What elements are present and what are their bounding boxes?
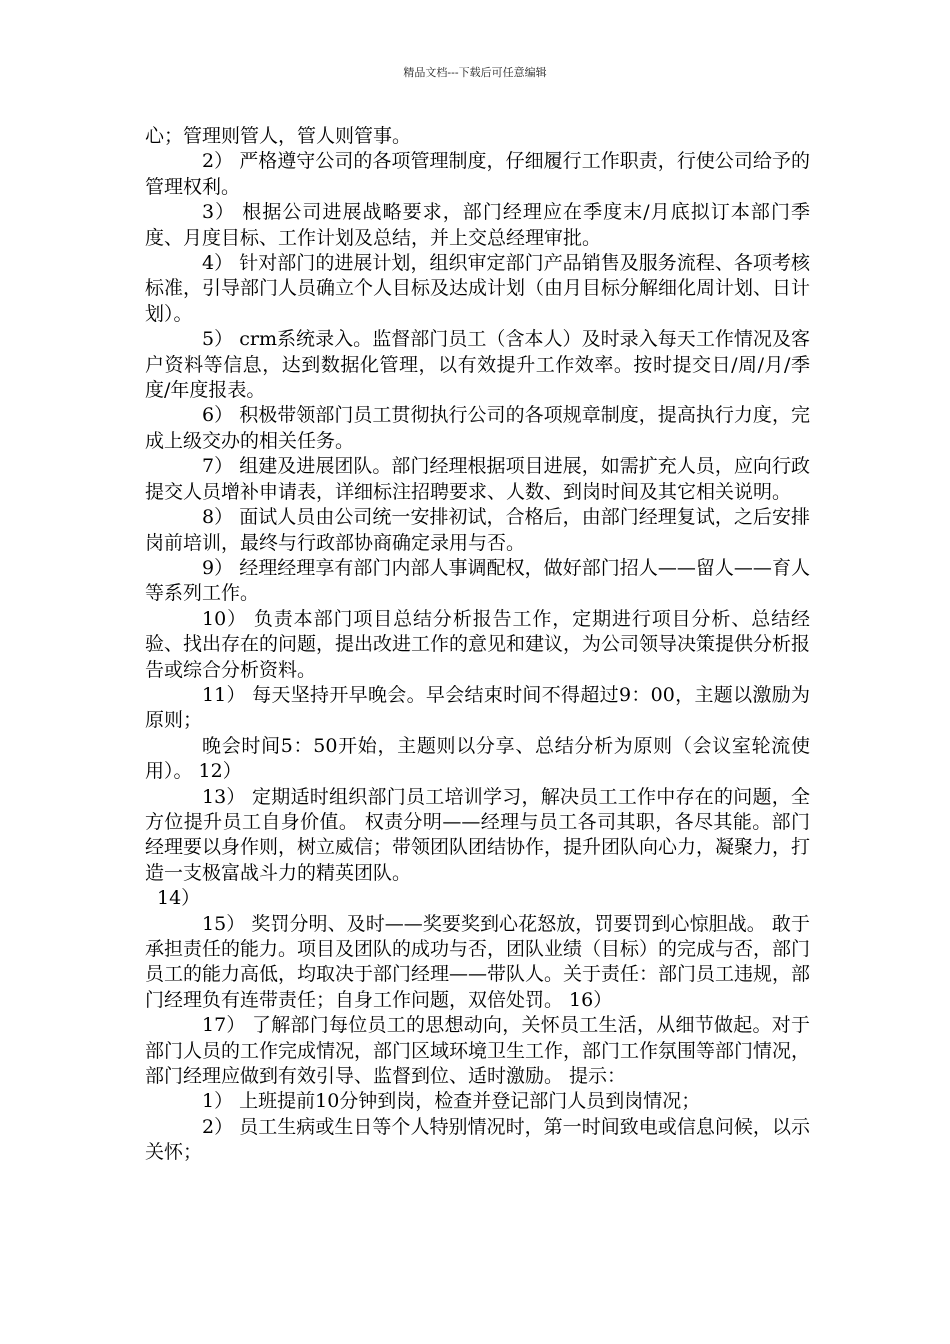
paragraph-10: 11） 每天坚持开早晚会。早会结束时间不得超过9：00，主题以激励为原则； (145, 683, 810, 732)
document-body (145, 124, 810, 1166)
paragraph-12: 13） 定期适时组织部门员工培训学习，解决员工工作中存在的问题，全方位提升员工自身价值。 权责分明——经理与员工各司其职，各尽其能。部门经理要以身作则，树立威信；带领团队团结协作，提升团队向心力，凝聚力，打造一支极富战斗力的精英团队。 (145, 785, 811, 884)
paragraph-17: 2） 员工生病或生日等个人特别情况时，第一时间致电或信息问候，以示关怀； (145, 1115, 810, 1164)
paragraph-3: 4） 针对部门的进展计划，组织审定部门产品销售及服务流程、各项考核标准，引导部门人员确立个人目标及达成计划（由月目标分解细化周计划、日计划）。 (145, 252, 811, 325)
paragraph-2: 3） 根据公司进展战略要求，部门经理应在季度末/月底拟订本部门季度、月度目标、工作计划及总结，并上交总经理审批。 (145, 201, 810, 249)
paragraph-6: 7） 组建及进展团队。部门经理根据项目进展，如需扩充人员，应向行政提交人员增补申请表，详细标注招聘要求、人数、到岗时间及其它相关说明。 (145, 455, 810, 503)
paragraph-7: 8） 面试人员由公司统一安排初试，合格后，由部门经理复试，之后安排岗前培训，最终与行政部协商确定录用与否。 (145, 506, 810, 554)
paragraph-8: 9） 经理经理享有部门内部人事调配权，做好部门招人——留人——育人等系列工作。 (145, 556, 810, 605)
paragraph-0: 心；管理则管人，管人则管事。 (145, 125, 412, 147)
paragraph-13: 14） (157, 887, 201, 910)
paragraph-11: 晚会时间5：50开始，主题则以分享、总结分析为原则（会议室轮流使用）。 12） (145, 734, 810, 783)
page-header: 精品文档---下载后可任意编辑 (403, 66, 547, 79)
paragraph-16: 1） 上班提前10分钟到岗，检查并登记部门人员到岗情况； (202, 1090, 701, 1113)
paragraph-9: 10） 负责本部门项目总结分析报告工作，定期进行项目分析、总结经验、找出存在的问题，提出改进工作的意见和建议，为公司领导决策提供分析报告或综合分析资料。 (145, 607, 811, 681)
paragraph-5: 6） 积极带领部门员工贯彻执行公司的各项规章制度，提高执行力度，完成上级交办的相关任务。 (145, 404, 810, 452)
paragraph-1: 2） 严格遵守公司的各项管理制度，仔细履行工作职责，行使公司给予的管理权利。 (145, 150, 810, 198)
paragraph-14: 15） 奖罚分明、及时——奖要奖到心花怒放，罚要罚到心惊胆战。 敢于承担责任的能力。项目及团队的成功与否，团队业绩（目标）的完成与否，部门员工的能力高低，均取决于部门经理——带队人。关于责任：部门员工违规，部门经理负有连带责任；自身工作问题，双倍处罚。 16） (145, 912, 811, 1011)
paragraph-15: 17） 了解部门每位员工的思想动向，关怀员工生活，从细节做起。对于部门人员的工作完成情况，部门区域环境卫生工作，部门工作氛围等部门情况，部门经理应做到有效引导、监督到位、适时激励。 提示： (145, 1014, 811, 1088)
paragraph-4: 5） crm系统录入。监督部门员工（含本人）及时录入每天工作情况及客户资料等信息，达到数据化管理，以有效提升工作效率。按时提交日/周/月/季度/年度报表。 (145, 328, 810, 402)
